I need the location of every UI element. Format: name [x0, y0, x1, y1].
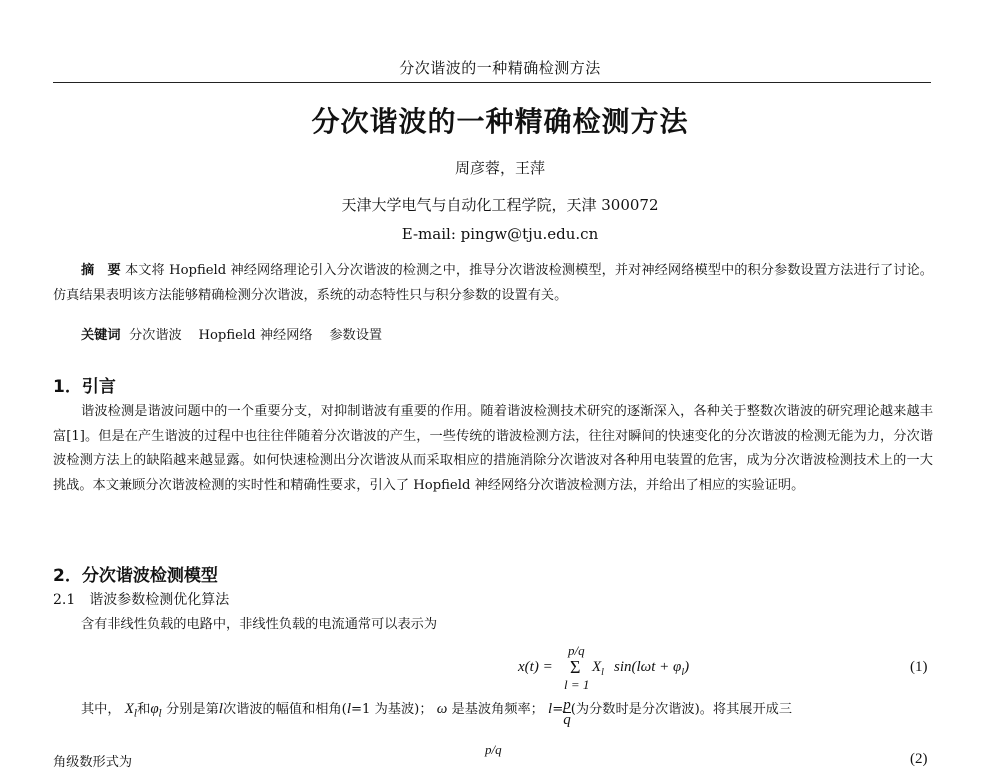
paper-title: 分次谐波的一种精确检测方法: [311, 105, 689, 138]
equation-intro: 含有非线性负载的电路中，非线性负载的电流通常可以表示为: [81, 617, 438, 632]
section-heading-introduction: 1．引言: [53, 377, 116, 397]
eq1-term: $X_l$: [592, 659, 604, 678]
abstract: [53, 259, 933, 308]
equation-1-number: (1): [910, 659, 928, 675]
abstract-text: 本文将 Hopfield 神经网络理论引入分次谐波的检测之中，推导分次谐波检测模型，并对神经网络模型中的积分参数设置方法进行了讨论。仿真结果表明该方法能够精确检测分次谐波，系统的动态特性只与积分参数的设置有关。: [53, 263, 933, 303]
eq1-function: $\sin(l\omega t + \varphi_l)$: [614, 659, 690, 678]
keywords-label: 关键词: [81, 328, 121, 343]
eq1-sum-symbol: Σ: [570, 657, 581, 677]
next-line: 角级数形式为: [53, 755, 133, 770]
abstract-label: 摘 要: [81, 263, 121, 278]
affiliation: 天津大学电气与自动化工程学院，天津 300072: [341, 196, 659, 214]
keyword-item: 分次谐波: [128, 328, 182, 343]
eq1-sum-upper: p/q: [568, 643, 585, 658]
keywords: [53, 324, 933, 349]
running-header: 分次谐波的一种精确检测方法: [399, 59, 601, 77]
eq2-sum-upper: p/q: [485, 742, 502, 757]
section-body-introduction: 谐波检测是谐波问题中的一个重要分支，对抑制谐波有重要的作用。随着谐波检测技术研究的逐渐深入，各种关于整数次谐波的研究理论越来越丰富[1]。但是在产生谐波的过程中也往往伴随着分次谐波的产生，一些传统的谐波检测方法，往往对瞬间的快速变化的分次谐波的检测无能为力，分次谐波检测方法上的缺陷越来越显露。如何快速检测出分次谐波从而采取相应的措施消除分次谐波对各种用电装置的危害，成为分次谐波检测技术上的一大挑战。本文兼顾分次谐波检测的实时性和精确性要求，引入了 Hopfield 神经网络分次谐波检测方法，并给出了相应的实验证明。: [53, 404, 933, 493]
keyword-item: Hopfield 神经网络: [198, 328, 313, 343]
section-heading-model: 2．分次谐波检测模型: [53, 566, 218, 586]
header-rule: [53, 82, 931, 83]
keyword-item: 参数设置: [329, 328, 383, 343]
fraction-p-over-q: $\frac{p}{q}$: [563, 697, 571, 728]
eq1-lhs: x(t) =: [518, 659, 553, 675]
equation-1: [518, 643, 848, 693]
equation-2-number: (2): [910, 751, 928, 767]
authors: 周彦蓉，王萍: [454, 159, 545, 177]
email: E-mail: pingw@tju.edu.cn: [401, 225, 599, 243]
eq1-sum-lower: l = 1: [564, 677, 590, 692]
variable-explanation: 其中， $X_l$和$\varphi_l$ 分别是第l次谐波的幅值和相角(l=1 为基波)； ω 是基波角频率； l= $\frac{p}{q}$ (为分数时是分次谐波)。将其展开成三: [81, 697, 793, 728]
subsection-heading: 2.1 谐波参数检测优化算法: [53, 592, 230, 608]
